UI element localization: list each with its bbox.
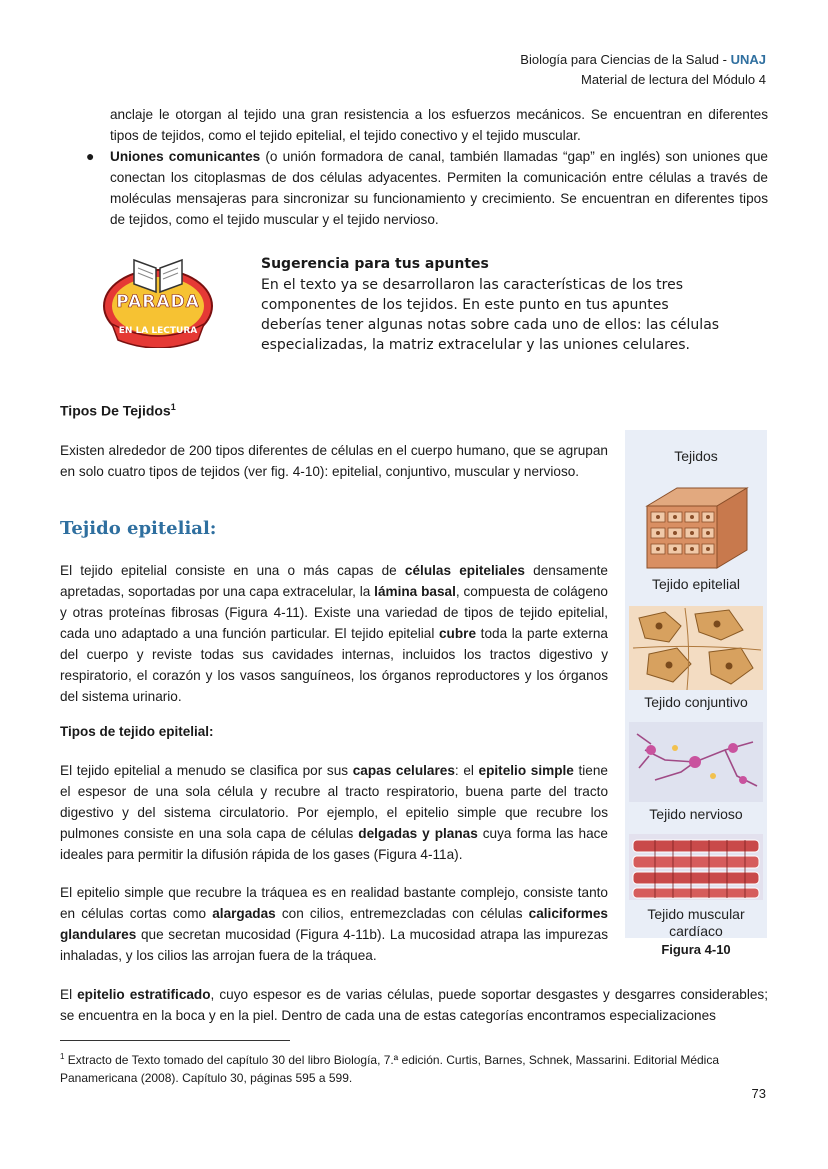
figure-caption: Figura 4-10 (661, 942, 731, 957)
figure-header: Tejidos (674, 448, 718, 464)
footnote (60, 1048, 768, 1087)
section-title (60, 402, 176, 419)
footnote-text: Extracto de Texto tomado del capítulo 30 del libro Biología, 7.ª edición. Curtis, Barnes, Schnek, Massarini. Editorial Médica Panamericana (2008). Capítulo 30, páginas 595 a 599. (60, 1053, 720, 1085)
p1-d: lámina basal (374, 584, 456, 599)
bullet-text: (o unión formadora de canal, también llamadas “gap” en inglés) son uniones que conectan los citoplasmas de dos células adyacentes. Permiten la comunicación entre células a través de moléculas mensajeras para sincronizar su funcionamiento y crecimiento. Se encuentran en diferentes tipos de tejidos, como el tejido muscular y el tejido nervioso. (110, 149, 768, 227)
p4-a: El (60, 987, 78, 1002)
epitelial-paragraph-4 (60, 984, 768, 1026)
badge-line2: EN LA LECTURA (118, 326, 198, 336)
p1-e: , compuesta de colágeno y otras proteínas fibrosas (Figura 4-11). Existe una variedad de tipos de tejido epitelial, cada uno adaptado a una función particular. El tejido epitelial (60, 584, 608, 641)
label-muscular-line1: Tejido muscular (647, 906, 745, 922)
epitelial-paragraph-1 (60, 560, 608, 707)
epitelial-paragraph-3 (60, 882, 608, 966)
p2-b: capas celulares (352, 763, 455, 778)
running-header-title (520, 50, 766, 70)
epitelial-paragraph-2 (60, 760, 608, 865)
p2-g: cuya forma las hace ideales para permitir la difusión rápida de los gases (Figura 4-11a). (60, 826, 608, 862)
section-footnote-mark: 1 (170, 402, 176, 412)
footnote-mark: 1 (60, 1052, 65, 1061)
tip-body: En el texto ya se desarrollaron las características de los tres componentes de los tejidos. En este punto en tus apuntes deberías tener algunas notas sobre cada uno de ellos: las células especializadas, la matriz extracelular y las uniones celulares. (261, 277, 720, 353)
header-subtitle: Material de lectura del Módulo 4 (581, 72, 766, 87)
section-intro: Existen alrededor de 200 tipos diferentes de células en el cuerpo humano, que se agrupan en solo cuatro tipos de tejidos (ver fig. 4-10): epitelial, conjuntivo, muscular y nervioso. (60, 443, 608, 479)
epitelial-subtitle: Tipos de tejido epitelial: (60, 724, 214, 739)
label-epitelial: Tejido epitelial (652, 576, 740, 592)
p1-f: cubre (439, 626, 477, 641)
footnote-divider (60, 1040, 290, 1041)
p2-c: : el (454, 763, 479, 778)
tip-title: Sugerencia para tus apuntes (261, 256, 489, 272)
p2-a: El tejido epitelial a menudo se clasifica por sus (60, 763, 353, 778)
p3-e: que secretan mucosidad (Figura 4-11b). La mucosidad atrapa las impurezas inhaladas, y los cilios las arrojan fuera de la tráquea. (60, 927, 608, 963)
p4-b: epitelio estratificado (77, 987, 211, 1002)
label-nervioso: Tejido nervioso (649, 806, 743, 822)
p3-d: caliciformes glandulares (60, 906, 608, 942)
page-number: 73 (751, 1086, 766, 1101)
p1-a: El tejido epitelial consiste en una o más capas de (60, 563, 405, 578)
p3-b: alargadas (212, 906, 276, 921)
figure-4-10 (625, 430, 767, 938)
connective-tissue-illustration (625, 604, 767, 716)
epitelial-heading-text: Tejido epitelial: (60, 518, 217, 539)
p2-d: epitelio simple (478, 763, 574, 778)
p2-f: delgadas y planas (358, 826, 478, 841)
p4-c: , cuyo espesor es de varias células, puede soportar desgastes y desgarres considerables; se encuentra en la boca y en la piel. Dentro de cada una de estas categorías encontramos especializaciones (60, 987, 768, 1023)
section-title-text: Tipos De Tejidos (60, 402, 171, 419)
p3-a: El epitelio simple que recubre la tráquea es en realidad bastante complejo, consiste tanto en células cortas como (60, 885, 608, 921)
badge-line1: PARADA (116, 292, 200, 312)
reading-stop-badge (98, 248, 218, 348)
p1-b: células epiteliales (404, 563, 525, 578)
epithelial-tissue-illustration (625, 482, 767, 600)
intro-continuation: anclaje le otorgan al tejido una gran resistencia a los esfuerzos mecánicos. Se encuentran en diferentes tipos de tejidos, como el tejido epitelial, el tejido conectivo y el tejido muscular. (110, 107, 768, 143)
nervous-tissue-illustration (625, 720, 767, 828)
p1-g: toda la parte externa del cuerpo y reviste todas sus cavidades internas, incluidos los tractos digestivo y respiratorio, el corazón y los vasos sanguíneos, los órganos reproductores y los órganos del sistema urinario. (60, 626, 608, 704)
header-title: Biología para Ciencias de la Salud - (520, 52, 731, 67)
p2-e: tiene el espesor de una sola célula y recubre al tracto respiratorio, buena parte del tracto digestivo y del sistema circulatorio. Por ejemplo, el epitelio simple que recubre los pulmones consiste en una sola capa de células (60, 763, 608, 841)
p1-c: densamente apretadas, soportadas por una capa extracelular, la (60, 563, 608, 599)
p3-c: con cilios, entremezcladas con células (275, 906, 529, 921)
bullet-paragraph (110, 146, 768, 230)
epitelial-heading (60, 518, 216, 539)
bullet-dot: ● (86, 148, 95, 164)
label-conjuntivo: Tejido conjuntivo (644, 694, 748, 710)
label-muscular (625, 906, 767, 940)
header-brand: UNAJ (730, 52, 766, 67)
label-muscular-line2: cardíaco (669, 923, 723, 939)
bullet-term: Uniones comunicantes (110, 149, 261, 164)
cardiac-muscle-illustration (625, 832, 767, 940)
